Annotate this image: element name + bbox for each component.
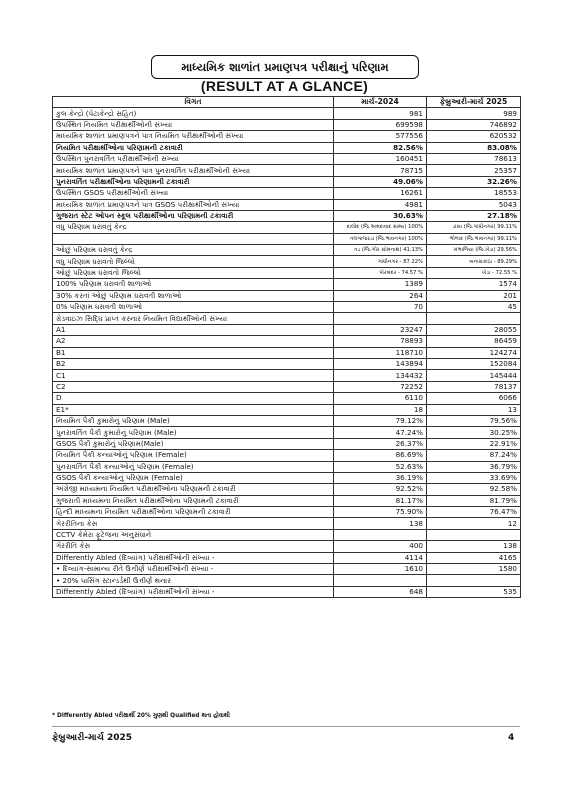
value-2025: ભોળાદ (જિ.ભાવનગર) 99.11% <box>427 233 521 244</box>
row-label: ગુજરાત સ્ટેટ ઓપન સ્કૂલ પરીક્ષાર્થીઓના પરિણામની ટકાવારી <box>53 210 334 221</box>
row-label: માધ્યમિક શાળાંત પ્રમાણપત્રને પાત્ર નિયમિત પરીક્ષાર્થીઓની સંખ્યા <box>53 131 334 142</box>
value-2024: 82.56% <box>334 142 427 153</box>
table-row <box>53 472 521 483</box>
table-row <box>53 541 521 552</box>
value-2025: 620532 <box>427 131 521 142</box>
row-label: E1* <box>53 404 334 415</box>
value-2024: 4981 <box>334 199 427 210</box>
row-label: Differently Abled (દિવ્યાંગ) પરીક્ષાર્થીઓની સંખ્યા - <box>53 586 334 597</box>
row-label: 100% પરિણામ ધરાવતી શાળાઓ <box>53 279 334 290</box>
row-label: માધ્યમિક શાળાંત પ્રમાણપત્રને પાત્ર GSOS પરીક્ષાર્થીઓની સંખ્યા <box>53 199 334 210</box>
value-2025: 81.79% <box>427 495 521 506</box>
value-2025: 87.24% <box>427 450 521 461</box>
row-label <box>53 233 334 244</box>
row-label: ગુજરાતી માધ્યમના નિયમિત પરીક્ષાર્થીઓના પરિણામની ટકાવારી <box>53 495 334 506</box>
value-2025: 22.91% <box>427 438 521 449</box>
value-2024: 4114 <box>334 552 427 563</box>
value-2024: 92.52% <box>334 484 427 495</box>
value-2024: 23247 <box>334 324 427 335</box>
row-label: ગેરરીતિના કેસ <box>53 518 334 529</box>
value-2024: 981 <box>334 108 427 119</box>
value-2025: 12 <box>427 518 521 529</box>
footer-edition: ફેબ્રુઆરી-માર્ચ 2025 <box>52 733 133 743</box>
value-2025: 13 <box>427 404 521 415</box>
value-2024: 16261 <box>334 188 427 199</box>
value-2025: ડાંસા (જિ.ગાંધીનગર) 99.11% <box>427 222 521 233</box>
table-row <box>53 370 521 381</box>
value-2025: 27.18% <box>427 210 521 221</box>
table-row <box>53 495 521 506</box>
row-label: ઉપસ્થિત પુનરાવર્તિત પરીક્ષાર્થીઓની સંખ્યા <box>53 153 334 164</box>
column-header-2024: માર્ચ-2024 <box>334 97 427 108</box>
value-2025: 78613 <box>427 153 521 164</box>
value-2025: 33.69% <box>427 472 521 483</box>
value-2025: 28055 <box>427 324 521 335</box>
table-row <box>53 153 521 164</box>
value-2025: 25357 <box>427 165 521 176</box>
value-2024: 79.12% <box>334 415 427 426</box>
value-2025: 145444 <box>427 370 521 381</box>
value-2025: બનાસકાંઠા - 89.29% <box>427 256 521 267</box>
value-2025: 746892 <box>427 119 521 130</box>
value-2024: તલગાજરડા (જિ.ભાવનગર) 100% <box>334 233 427 244</box>
value-2025: 92.58% <box>427 484 521 495</box>
value-2024: 78893 <box>334 336 427 347</box>
value-2025: 152084 <box>427 358 521 369</box>
value-2025: 535 <box>427 586 521 597</box>
value-2024: 1389 <box>334 279 427 290</box>
value-2024: દાલોદ (જિ.અમદાવાદ ગ્રામ્ય) 100% <box>334 222 427 233</box>
row-label: પુનરાવર્તિત પૈકી કુમારોનું પરિણામ (Male) <box>53 427 334 438</box>
value-2025: 1574 <box>427 279 521 290</box>
row-label: A1 <box>53 324 334 335</box>
row-label: નિયમિત પૈકી કુમારોનું પરિણામ (Male) <box>53 415 334 426</box>
value-2025: 76.47% <box>427 507 521 518</box>
page-title: માધ્યમિક શાળાંત પ્રમાણપત્ર પરીક્ષાનું પરિણામ <box>151 55 419 79</box>
row-label: GSOS પૈકી કુમારોનું પરિણામ(Male) <box>53 438 334 449</box>
row-label: ઉપસ્થિત GSOS પરીક્ષાર્થીઓની સંખ્યા <box>53 188 334 199</box>
row-label: વધુ પરિણામ ધરાવતું કેન્દ્ર <box>53 222 334 233</box>
value-2024: 160451 <box>334 153 427 164</box>
row-label: હિન્દી માધ્યમના નિયમિત પરીક્ષાર્થીઓના પરિણામની ટકાવારી <box>53 507 334 518</box>
row-label: B2 <box>53 358 334 369</box>
row-label: માધ્યમિક શાળાંત પ્રમાણપત્રને પાત્ર પુનરાવર્તિત પરીક્ષાર્થીઓની સંખ્યા <box>53 165 334 176</box>
table-row <box>53 427 521 438</box>
table-row <box>53 302 521 313</box>
value-2024: તડ (જિ.ગીર સોમનાથ) 41.13% <box>334 245 427 256</box>
row-label: ગેરરીતિ કેસ <box>53 541 334 552</box>
row-label: કુલ કેન્દ્રો (પેટાકેન્દ્રો સહિત) <box>53 108 334 119</box>
row-label: A2 <box>53 336 334 347</box>
value-2024: ગાંધીનગર - 87.22% <box>334 256 427 267</box>
row-label: C2 <box>53 381 334 392</box>
value-2025: 86459 <box>427 336 521 347</box>
row-label: નિયમિત પૈકી કન્યાઓનું પરિણામ (Female) <box>53 450 334 461</box>
value-2024: 49.06% <box>334 176 427 187</box>
table-row <box>53 518 521 529</box>
row-label: 0% પરિણામ ધરાવતી શાળાઓ <box>53 302 334 313</box>
table-header-row <box>53 97 521 108</box>
row-label: પુનરાવર્તિત પૈકી કન્યાઓનું પરિણામ (Female) <box>53 461 334 472</box>
table-row <box>53 245 521 256</box>
row-label: • દિવ્યાંગ-સામાન્ય રીતે ઉત્તીર્ણ પરીક્ષાર્થીઓની સંખ્યા - <box>53 564 334 575</box>
row-label: ગ્રેડવાઇઝ સિદ્ધિ પ્રાપ્ત કરનાર નિયમિત વિદ્યાર્થીઓની સંખ્યા <box>53 313 334 324</box>
value-2024: 134432 <box>334 370 427 381</box>
value-2024: 6110 <box>334 393 427 404</box>
value-2025: 83.08% <box>427 142 521 153</box>
value-2025: 1580 <box>427 564 521 575</box>
table-body <box>53 108 521 598</box>
value-2025: 138 <box>427 541 521 552</box>
row-label: ઓછું પરિણામ ધરાવતો જિલ્લો <box>53 267 334 278</box>
footer-divider <box>52 726 520 727</box>
value-2025: 989 <box>427 108 521 119</box>
value-2024: 30.63% <box>334 210 427 221</box>
value-2025: 201 <box>427 290 521 301</box>
value-2025: 18553 <box>427 188 521 199</box>
value-2024 <box>334 529 427 540</box>
table-row <box>53 358 521 369</box>
value-2025: 45 <box>427 302 521 313</box>
page-subtitle: (RESULT AT A GLANCE) <box>200 78 369 94</box>
table-row <box>53 290 521 301</box>
table-row <box>53 119 521 130</box>
table-row <box>53 586 521 597</box>
value-2025: 79.56% <box>427 415 521 426</box>
value-2025: 78137 <box>427 381 521 392</box>
value-2024: 400 <box>334 541 427 552</box>
value-2025: 124274 <box>427 347 521 358</box>
table-row <box>53 256 521 267</box>
row-label: પુનરાવર્તિત પરીક્ષાર્થીઓના પરિણામની ટકાવારી <box>53 176 334 187</box>
column-header-2025: ફેબ્રુઆરી-માર્ચ 2025 <box>427 97 521 108</box>
value-2024 <box>334 313 427 324</box>
value-2024: 70 <box>334 302 427 313</box>
value-2024: 86.69% <box>334 450 427 461</box>
value-2024: 577556 <box>334 131 427 142</box>
table-row <box>53 404 521 415</box>
table-row <box>53 222 521 233</box>
value-2024: 81.17% <box>334 495 427 506</box>
page-number: 4 <box>508 733 515 743</box>
row-label: CCTV કેમેરા ફૂટેજના અનુસંધાને <box>53 529 334 540</box>
value-2024 <box>334 575 427 586</box>
value-2024: 26.37% <box>334 438 427 449</box>
value-2024: 52.63% <box>334 461 427 472</box>
value-2025 <box>427 313 521 324</box>
value-2024: 1610 <box>334 564 427 575</box>
value-2024: 138 <box>334 518 427 529</box>
table-row <box>53 324 521 335</box>
value-2024: 699598 <box>334 119 427 130</box>
value-2024: પોરબંદર - 74.57 % <box>334 267 427 278</box>
value-2024: 47.24% <box>334 427 427 438</box>
table-row <box>53 233 521 244</box>
table-row <box>53 267 521 278</box>
table-row <box>53 438 521 449</box>
row-label: અંગ્રેજી માધ્યમના નિયમિત પરીક્ષાર્થીઓના પરિણામની ટકાવારી <box>53 484 334 495</box>
value-2025: 32.26% <box>427 176 521 187</box>
table-row <box>53 142 521 153</box>
value-2024: 78715 <box>334 165 427 176</box>
row-label: નિયમિત પરીક્ષાર્થીઓના પરિણામની ટકાવારી <box>53 142 334 153</box>
table-row <box>53 279 521 290</box>
value-2025: 4165 <box>427 552 521 563</box>
table-row <box>53 381 521 392</box>
row-label: C1 <box>53 370 334 381</box>
value-2025: 5043 <box>427 199 521 210</box>
table-row <box>53 108 521 119</box>
table-row <box>53 188 521 199</box>
table-row <box>53 461 521 472</box>
row-label: B1 <box>53 347 334 358</box>
column-header-details: વિગત <box>53 97 334 108</box>
table-row <box>53 210 521 221</box>
table-row <box>53 552 521 563</box>
value-2024: 118710 <box>334 347 427 358</box>
table-row <box>53 484 521 495</box>
footnote: * Differently Abled પરીક્ષાર્થી 20% ગુણથી Qualified થતા હોવાથી <box>52 713 230 719</box>
table-row <box>53 415 521 426</box>
value-2024: 648 <box>334 586 427 597</box>
value-2025: 30.25% <box>427 427 521 438</box>
table-row <box>53 347 521 358</box>
value-2024: 72252 <box>334 381 427 392</box>
table-row <box>53 450 521 461</box>
table-row <box>53 176 521 187</box>
row-label: • 20% પાસિંગ સ્ટાન્ડર્ડથી ઉત્તીર્ણ થનાર <box>53 575 334 586</box>
results-table <box>52 96 521 598</box>
value-2024: 75.90% <box>334 507 427 518</box>
row-label: ઉપસ્થિત નિયમિત પરીક્ષાર્થીઓની સંખ્યા <box>53 119 334 130</box>
row-label: Differently Abled (દિવ્યાંગ) પરીક્ષાર્થીઓની સંખ્યા - <box>53 552 334 563</box>
table-row <box>53 575 521 586</box>
table-row <box>53 529 521 540</box>
table-row <box>53 336 521 347</box>
row-label: વધુ પરિણામ ધરાવતો જિલ્લો <box>53 256 334 267</box>
table-row <box>53 393 521 404</box>
value-2024: 36.19% <box>334 472 427 483</box>
value-2025: ખેડા - 72.55 % <box>427 267 521 278</box>
value-2025: ખંભાળિયા (જિ.ખેડા) 29.56% <box>427 245 521 256</box>
value-2025 <box>427 575 521 586</box>
value-2025 <box>427 529 521 540</box>
row-label: 30% કરતાં ઓછું પરિણામ ધરાવતી શાળાઓ <box>53 290 334 301</box>
value-2024: 143894 <box>334 358 427 369</box>
table-row <box>53 507 521 518</box>
table-row <box>53 165 521 176</box>
value-2025: 6066 <box>427 393 521 404</box>
table-row <box>53 313 521 324</box>
row-label: ઓછું પરિણામ ધરાવતું કેન્દ્ર <box>53 245 334 256</box>
value-2024: 18 <box>334 404 427 415</box>
table-row <box>53 131 521 142</box>
table-row <box>53 199 521 210</box>
row-label: D <box>53 393 334 404</box>
value-2025: 36.79% <box>427 461 521 472</box>
table-row <box>53 564 521 575</box>
row-label: GSOS પૈકી કન્યાઓનું પરિણામ (Female) <box>53 472 334 483</box>
value-2024: 264 <box>334 290 427 301</box>
